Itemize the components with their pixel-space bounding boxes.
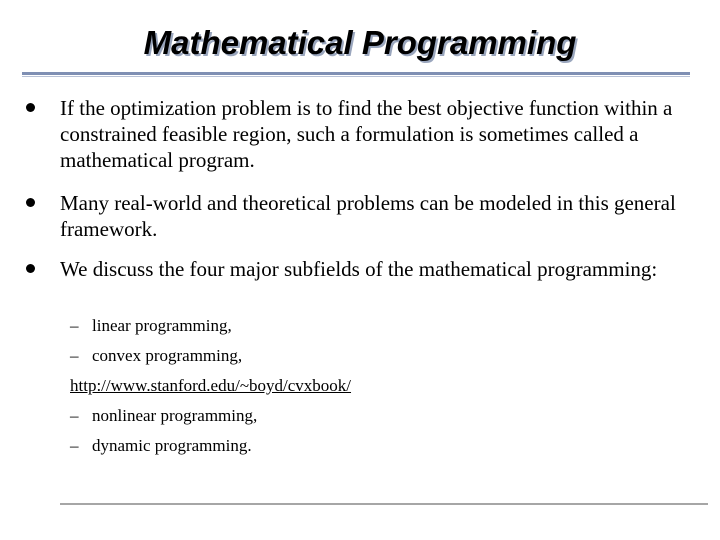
sub-list-item [70,316,232,336]
bullet-item: If the optimization problem is to find the best objective function within a constrained feasible region, such a formulation is sometimes called a mathematical program. [60,96,673,172]
sub-item-label: nonlinear programming, [92,406,258,425]
title-underline [22,72,690,75]
sub-item-label: dynamic programming. [92,436,252,455]
dash-marker: – [70,436,79,455]
sub-list-item [70,406,257,426]
dash-marker: – [70,346,79,365]
sub-list-item [70,436,252,456]
dash-marker: – [70,316,79,335]
bullet-dot-icon [26,264,35,273]
bullet-dot-icon [26,198,35,207]
bullet-dot-icon [26,103,35,112]
dash-marker: – [70,406,79,425]
title-underline-shadow [22,76,690,77]
slide-title: Mathematical Programming [143,24,577,61]
bullet-item: Many real-world and theoretical problems can be modeled in this general framework. [60,191,676,241]
cvxbook-link[interactable]: http://www.stanford.edu/~boyd/cvxbook/ [70,376,352,395]
sub-item-label: linear programming, [92,316,232,335]
sub-item-label: convex programming, [92,346,243,365]
footer-divider [60,503,708,505]
sub-list-item [70,346,242,366]
bullet-item: We discuss the four major subfields of the mathematical programming: [60,257,658,281]
